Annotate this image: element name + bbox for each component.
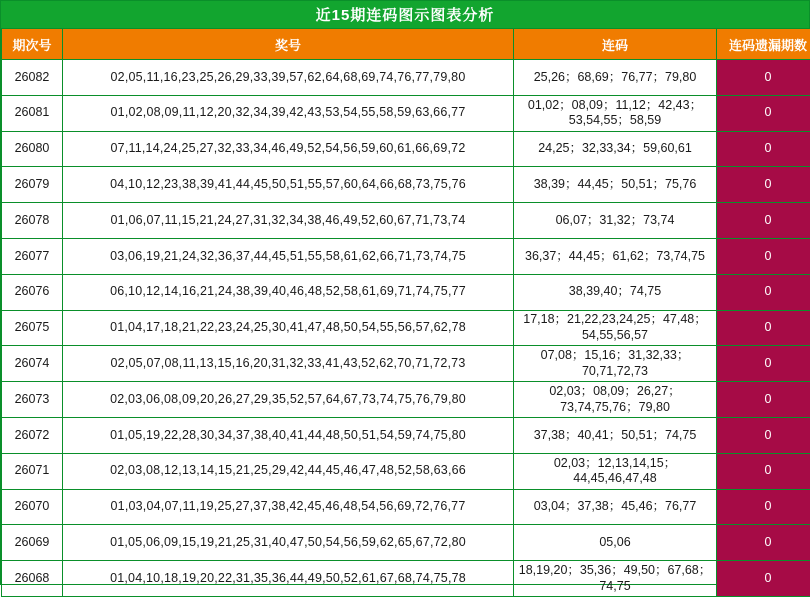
cell-numbers: 07,11,14,24,25,27,32,33,34,46,49,52,54,56,59,60,61,66,69,72 (63, 131, 514, 167)
cell-missing: 0 (717, 561, 810, 597)
cell-missing: 0 (717, 525, 810, 561)
table-row (2, 561, 810, 597)
cell-numbers: 01,05,06,09,15,19,21,25,31,40,47,50,54,56,59,62,65,67,72,80 (63, 525, 514, 561)
cell-lianma: 02,03；12,13,14,15；44,45,46,47,48 (514, 453, 717, 489)
cell-missing: 0 (717, 167, 810, 203)
table-body (2, 60, 810, 597)
cell-missing: 0 (717, 346, 810, 382)
cell-issue: 26077 (2, 238, 63, 274)
cell-numbers: 01,06,07,11,15,21,24,27,31,32,34,38,46,49,52,60,67,71,73,74 (63, 203, 514, 239)
cell-missing: 0 (717, 274, 810, 310)
cell-missing: 0 (717, 238, 810, 274)
cell-missing: 0 (717, 489, 810, 525)
table-row (2, 417, 810, 453)
cell-issue: 26072 (2, 417, 63, 453)
table-row (2, 203, 810, 239)
cell-missing: 0 (717, 310, 810, 346)
table-row (2, 131, 810, 167)
cell-numbers: 01,04,17,18,21,22,23,24,25,30,41,47,48,50,54,55,56,57,62,78 (63, 310, 514, 346)
page-title: 近15期连码图示图表分析 (1, 1, 809, 28)
table-row (2, 274, 810, 310)
cell-lianma: 06,07；31,32；73,74 (514, 203, 717, 239)
table-row (2, 95, 810, 131)
cell-lianma: 24,25；32,33,34；59,60,61 (514, 131, 717, 167)
table-row (2, 310, 810, 346)
table-row (2, 346, 810, 382)
cell-missing: 0 (717, 382, 810, 418)
cell-lianma: 02,03；08,09；26,27；73,74,75,76；79,80 (514, 382, 717, 418)
cell-missing: 0 (717, 60, 810, 96)
cell-issue: 26071 (2, 453, 63, 489)
cell-issue: 26082 (2, 60, 63, 96)
cell-missing: 0 (717, 203, 810, 239)
cell-issue: 26074 (2, 346, 63, 382)
cell-issue: 26081 (2, 95, 63, 131)
cell-lianma: 03,04；37,38；45,46；76,77 (514, 489, 717, 525)
table-row (2, 167, 810, 203)
cell-lianma: 05,06 (514, 525, 717, 561)
cell-issue: 26080 (2, 131, 63, 167)
cell-numbers: 03,06,19,21,24,32,36,37,44,45,51,55,58,61,62,66,71,73,74,75 (63, 238, 514, 274)
cell-numbers: 01,04,10,18,19,20,22,31,35,36,44,49,50,52,61,67,68,74,75,78 (63, 561, 514, 597)
cell-numbers: 02,05,11,16,23,25,26,29,33,39,57,62,64,68,69,74,76,77,79,80 (63, 60, 514, 96)
table-row (2, 382, 810, 418)
cell-lianma: 37,38；40,41；50,51；74,75 (514, 417, 717, 453)
cell-issue: 26076 (2, 274, 63, 310)
cell-numbers: 02,05,07,08,11,13,15,16,20,31,32,33,41,43,52,62,70,71,72,73 (63, 346, 514, 382)
cell-numbers: 01,02,08,09,11,12,20,32,34,39,42,43,53,54,55,58,59,63,66,77 (63, 95, 514, 131)
cell-missing: 0 (717, 453, 810, 489)
cell-numbers: 01,03,04,07,11,19,25,27,37,38,42,45,46,48,54,56,69,72,76,77 (63, 489, 514, 525)
cell-issue: 26079 (2, 167, 63, 203)
cell-lianma: 38,39；44,45；50,51；75,76 (514, 167, 717, 203)
cell-issue: 26068 (2, 561, 63, 597)
cell-lianma: 01,02；08,09；11,12；42,43；53,54,55；58,59 (514, 95, 717, 131)
cell-lianma: 18,19,20；35,36；49,50；67,68；74,75 (514, 561, 717, 597)
cell-lianma: 38,39,40；74,75 (514, 274, 717, 310)
table-row (2, 238, 810, 274)
cell-missing: 0 (717, 95, 810, 131)
cell-numbers: 04,10,12,23,38,39,41,44,45,50,51,55,57,60,64,66,68,73,75,76 (63, 167, 514, 203)
cell-issue: 26070 (2, 489, 63, 525)
column-header-missing: 连码遗漏期数 (717, 29, 810, 60)
cell-numbers: 02,03,06,08,09,20,26,27,29,35,52,57,64,67,73,74,75,76,79,80 (63, 382, 514, 418)
cell-missing: 0 (717, 131, 810, 167)
cell-lianma: 07,08；15,16；31,32,33；70,71,72,73 (514, 346, 717, 382)
cell-issue: 26069 (2, 525, 63, 561)
column-header-lianma: 连码 (514, 29, 717, 60)
column-header-issue: 期次号 (2, 29, 63, 60)
table-row (2, 453, 810, 489)
cell-lianma: 17,18；21,22,23,24,25；47,48；54,55,56,57 (514, 310, 717, 346)
table-header-row (2, 29, 810, 60)
lian-ma-table (1, 28, 810, 597)
table-row (2, 60, 810, 96)
cell-issue: 26073 (2, 382, 63, 418)
cell-issue: 26075 (2, 310, 63, 346)
table-row (2, 525, 810, 561)
column-header-numbers: 奖号 (63, 29, 514, 60)
cell-issue: 26078 (2, 203, 63, 239)
table-row (2, 489, 810, 525)
cell-numbers: 06,10,12,14,16,21,24,38,39,40,46,48,52,58,61,69,71,74,75,77 (63, 274, 514, 310)
cell-lianma: 36,37；44,45；61,62；73,74,75 (514, 238, 717, 274)
cell-numbers: 01,05,19,22,28,30,34,37,38,40,41,44,48,50,51,54,59,74,75,80 (63, 417, 514, 453)
table-header (2, 29, 810, 60)
cell-missing: 0 (717, 417, 810, 453)
cell-numbers: 02,03,08,12,13,14,15,21,25,29,42,44,45,46,47,48,52,58,63,66 (63, 453, 514, 489)
cell-lianma: 25,26；68,69；76,77；79,80 (514, 60, 717, 96)
